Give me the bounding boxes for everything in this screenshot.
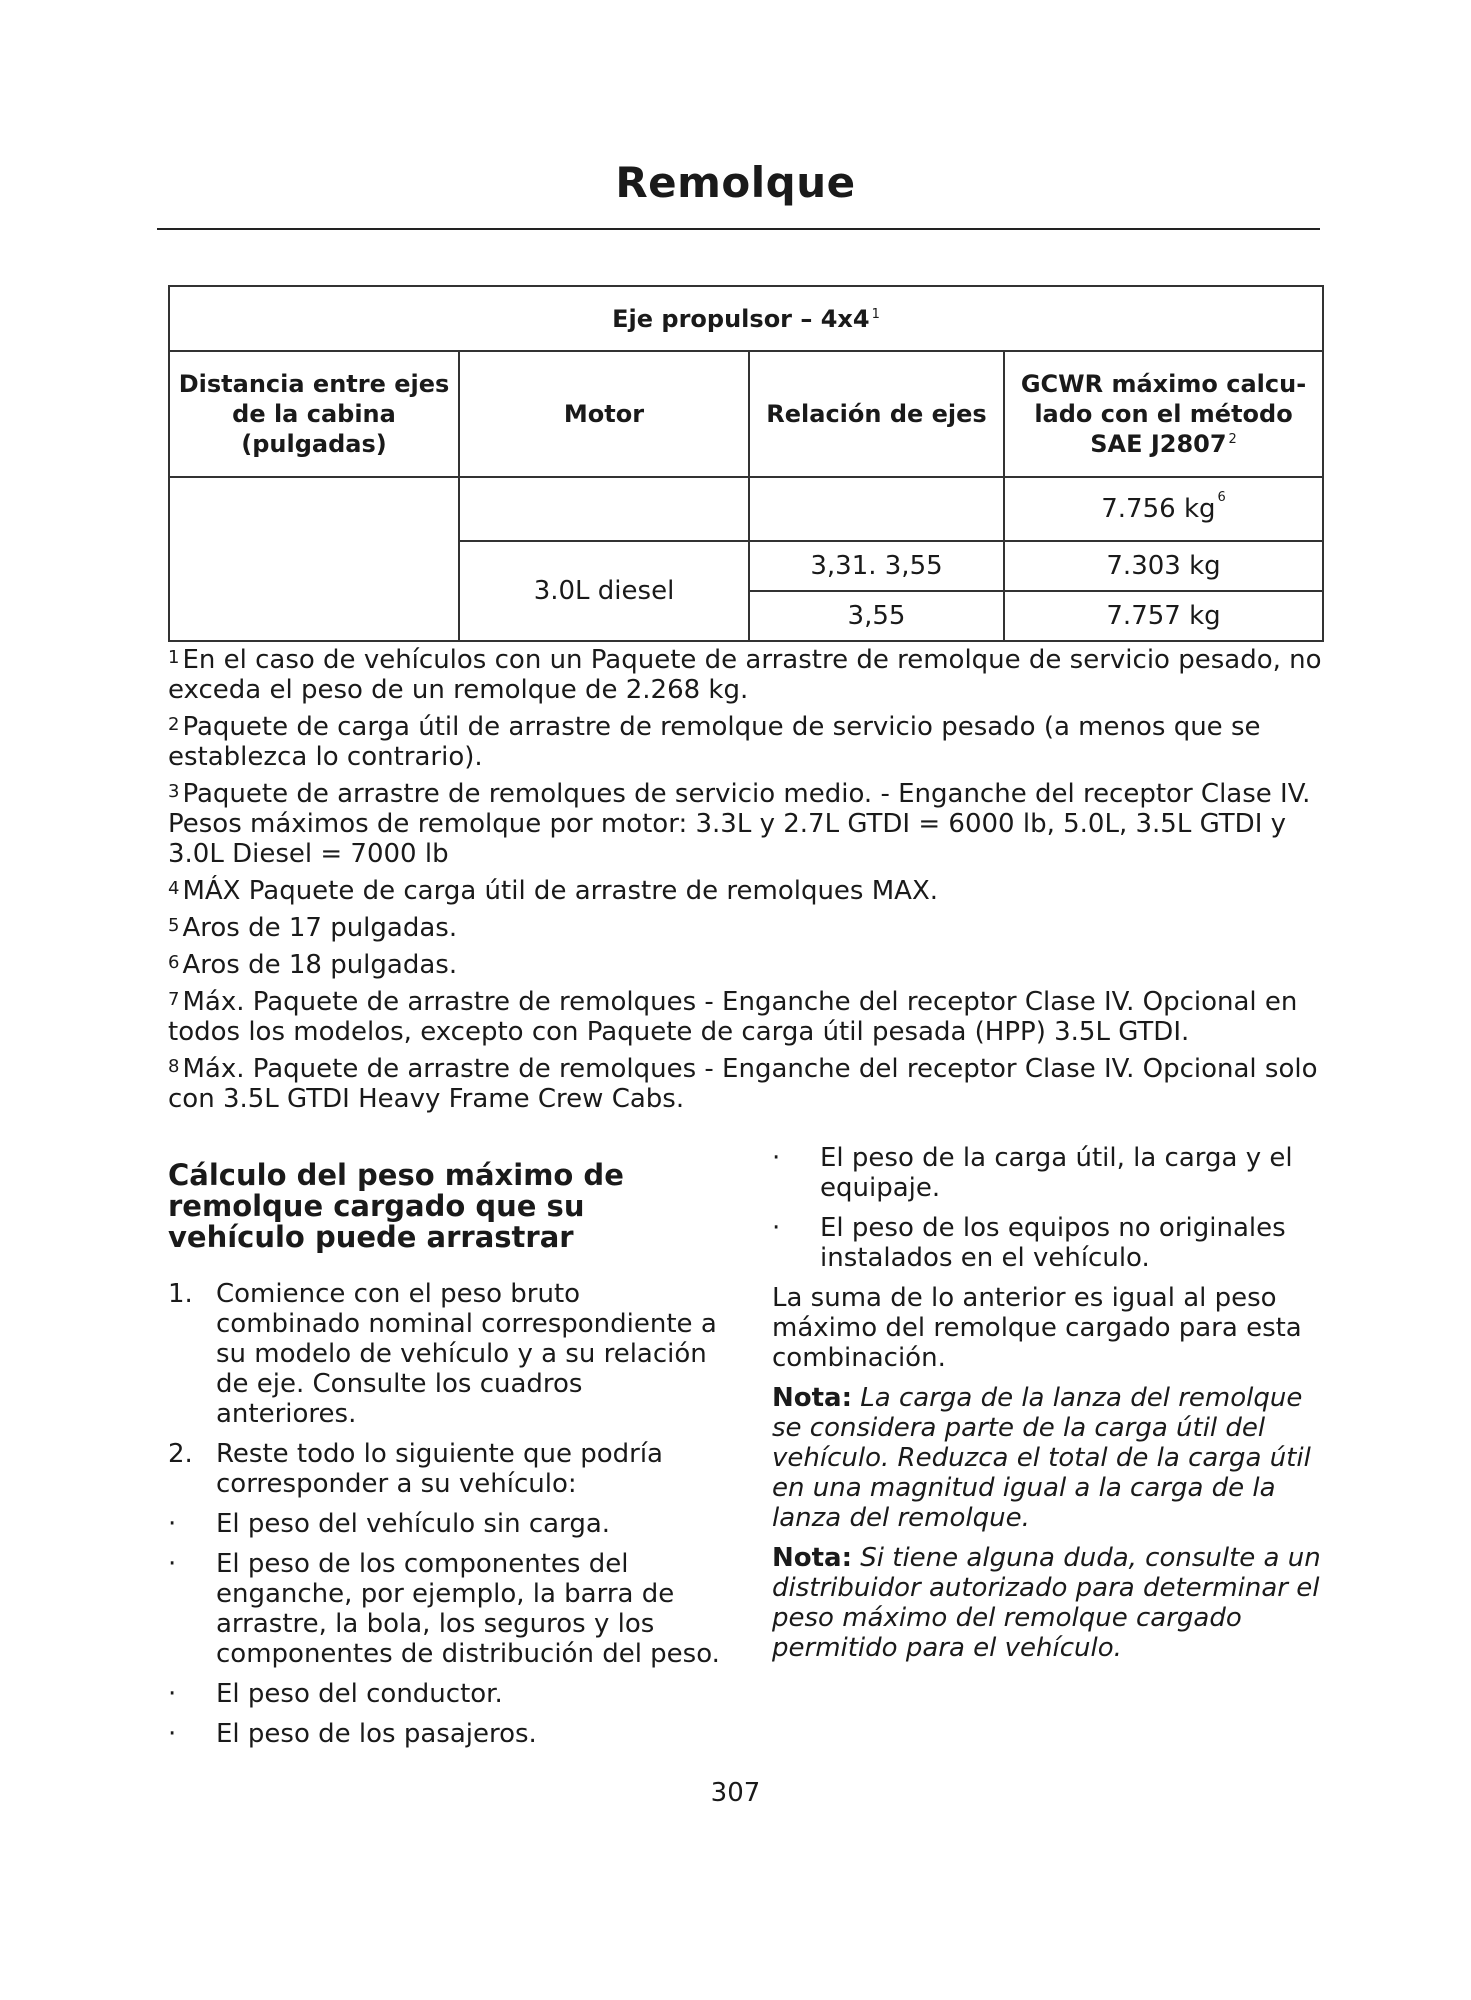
note-paragraph: Nota: Si tiene alguna duda, consulte a un distribuidor autorizado para determinar el peso máximo del remolque cargado permitido para el vehículo. [772, 1543, 1321, 1663]
footnote-number: 7 [168, 989, 180, 1010]
table-group-header: Eje propulsor – 4x4 $^1$ [169, 286, 1323, 351]
table-row [169, 477, 1323, 541]
bullet-icon: · [772, 1213, 781, 1243]
note-label: Nota: [772, 1543, 852, 1573]
numbered-step: 1. Comience con el peso bruto combinado nominal correspondiente a su modelo de vehículo y a su relación de eje. Consulte los cuadros anteriores. [168, 1279, 717, 1429]
cell-gcwr: 7.756 kg $^6$ [1004, 477, 1323, 541]
footnote: $^6$ Aros de 18 pulgadas. [168, 950, 458, 980]
footnote: $^4$ MÁX Paquete de carga útil de arrastre de remolques MAX. [168, 876, 939, 906]
note-paragraph: Nota: La carga de la lanza del remolque se considera parte de la carga útil del vehículo. Reduzca el total de la carga útil en una magnitud igual a la carga de la lanza del remolque. [772, 1383, 1311, 1533]
step-number: 1. [168, 1279, 193, 1309]
table-group-header-footnote: 1 [871, 306, 880, 322]
bullet-icon: · [168, 1719, 177, 1749]
towing-spec-table [168, 285, 1324, 642]
footnote: $^1$ En el caso de vehículos con un Paquete de arrastre de remolque de servicio pesado, no exceda el peso de un remolque de 2.268 kg. [168, 645, 1322, 705]
section-heading: Cálculo del peso máximo de remolque cargado que su vehículo puede arrastrar [168, 1158, 624, 1254]
bullet-item: · El peso de la carga útil, la carga y el equipaje. [772, 1143, 1293, 1203]
cell-motor: 3.0L diesel [459, 541, 749, 641]
page-number: 307 [710, 1778, 761, 1808]
step-number: 2. [168, 1439, 193, 1469]
bullet-item: · El peso de los componentes del enganche, por ejemplo, la barra de arrastre, la bola, los seguros y los componentes de distribución del peso. [168, 1549, 720, 1669]
column-header-motor: Motor [459, 351, 749, 477]
column-header-relacion: Relación de ejes [749, 351, 1004, 477]
right-column [772, 1143, 1327, 1673]
note-label: Nota: [772, 1383, 852, 1413]
cell-motor [459, 477, 749, 541]
numbered-step: 2. Reste todo lo siguiente que podría corresponder a su vehículo: [168, 1439, 663, 1499]
cell-relacion [749, 477, 1004, 541]
cell-relacion: 3,31. 3,55 [749, 541, 1004, 591]
footnote-number: 8 [168, 1056, 180, 1077]
left-column [168, 1160, 728, 1759]
summary-paragraph: La suma de lo anterior es igual al peso máximo del remolque cargado para esta combinación. [772, 1283, 1302, 1373]
bullet-item: · El peso del conductor. [168, 1679, 503, 1709]
footnote: $^7$ Máx. Paquete de arrastre de remolques - Enganche del receptor Clase IV. Opcional en todos los modelos, excepto con Paquete de carga útil pesada (HPP) 3.5L GTDI. [168, 987, 1298, 1047]
cell-distancia [169, 477, 459, 641]
bullet-item: · El peso del vehículo sin carga. [168, 1509, 611, 1539]
bullet-icon: · [168, 1509, 177, 1539]
footnote: $^2$ Paquete de carga útil de arrastre de remolque de servicio pesado (a menos que se establezca lo contrario). [168, 712, 1261, 772]
bullet-icon: · [772, 1143, 781, 1173]
footnote-number: 3 [168, 781, 180, 802]
footnote-number: 4 [168, 878, 180, 899]
column-header-gcwr: GCWR máximo calcu-lado con el método SAE J2807 $^2$ [1004, 351, 1323, 477]
footnote-number: 1 [168, 647, 180, 668]
bullet-icon: · [168, 1549, 177, 1579]
footnote: $^3$ Paquete de arrastre de remolques de servicio medio. - Enganche del receptor Clase IV. Pesos máximos de remolque por motor: 3.3L y 2.7L GTDI = 6000 lb, 5.0L, 3.5L GTDI y 3.0L Diesel = 7000 lb [168, 779, 1311, 869]
cell-gcwr: 7.303 kg [1004, 541, 1323, 591]
cell-relacion: 3,55 [749, 591, 1004, 641]
column-header-distancia: Distancia entre ejes de la cabina (pulgadas) [169, 351, 459, 477]
cell-gcwr-footnote: 6 [1217, 490, 1226, 505]
footnote: $^5$ Aros de 17 pulgadas. [168, 913, 458, 943]
page-title: Remolque [615, 158, 856, 207]
table-footnotes [168, 645, 1328, 1121]
column-header-gcwr-footnote: 2 [1228, 432, 1237, 447]
bullet-item: · El peso de los equipos no originales instalados en el vehículo. [772, 1213, 1286, 1273]
footnote: $^8$ Máx. Paquete de arrastre de remolques - Enganche del receptor Clase IV. Opcional solo con 3.5L GTDI Heavy Frame Crew Cabs. [168, 1054, 1318, 1114]
bullet-icon: · [168, 1679, 177, 1709]
cell-gcwr: 7.757 kg [1004, 591, 1323, 641]
footnote-number: 5 [168, 915, 180, 936]
footnote-number: 6 [168, 952, 180, 973]
bullet-item: · El peso de los pasajeros. [168, 1719, 537, 1749]
title-divider [157, 228, 1320, 230]
footnote-number: 2 [168, 714, 180, 735]
